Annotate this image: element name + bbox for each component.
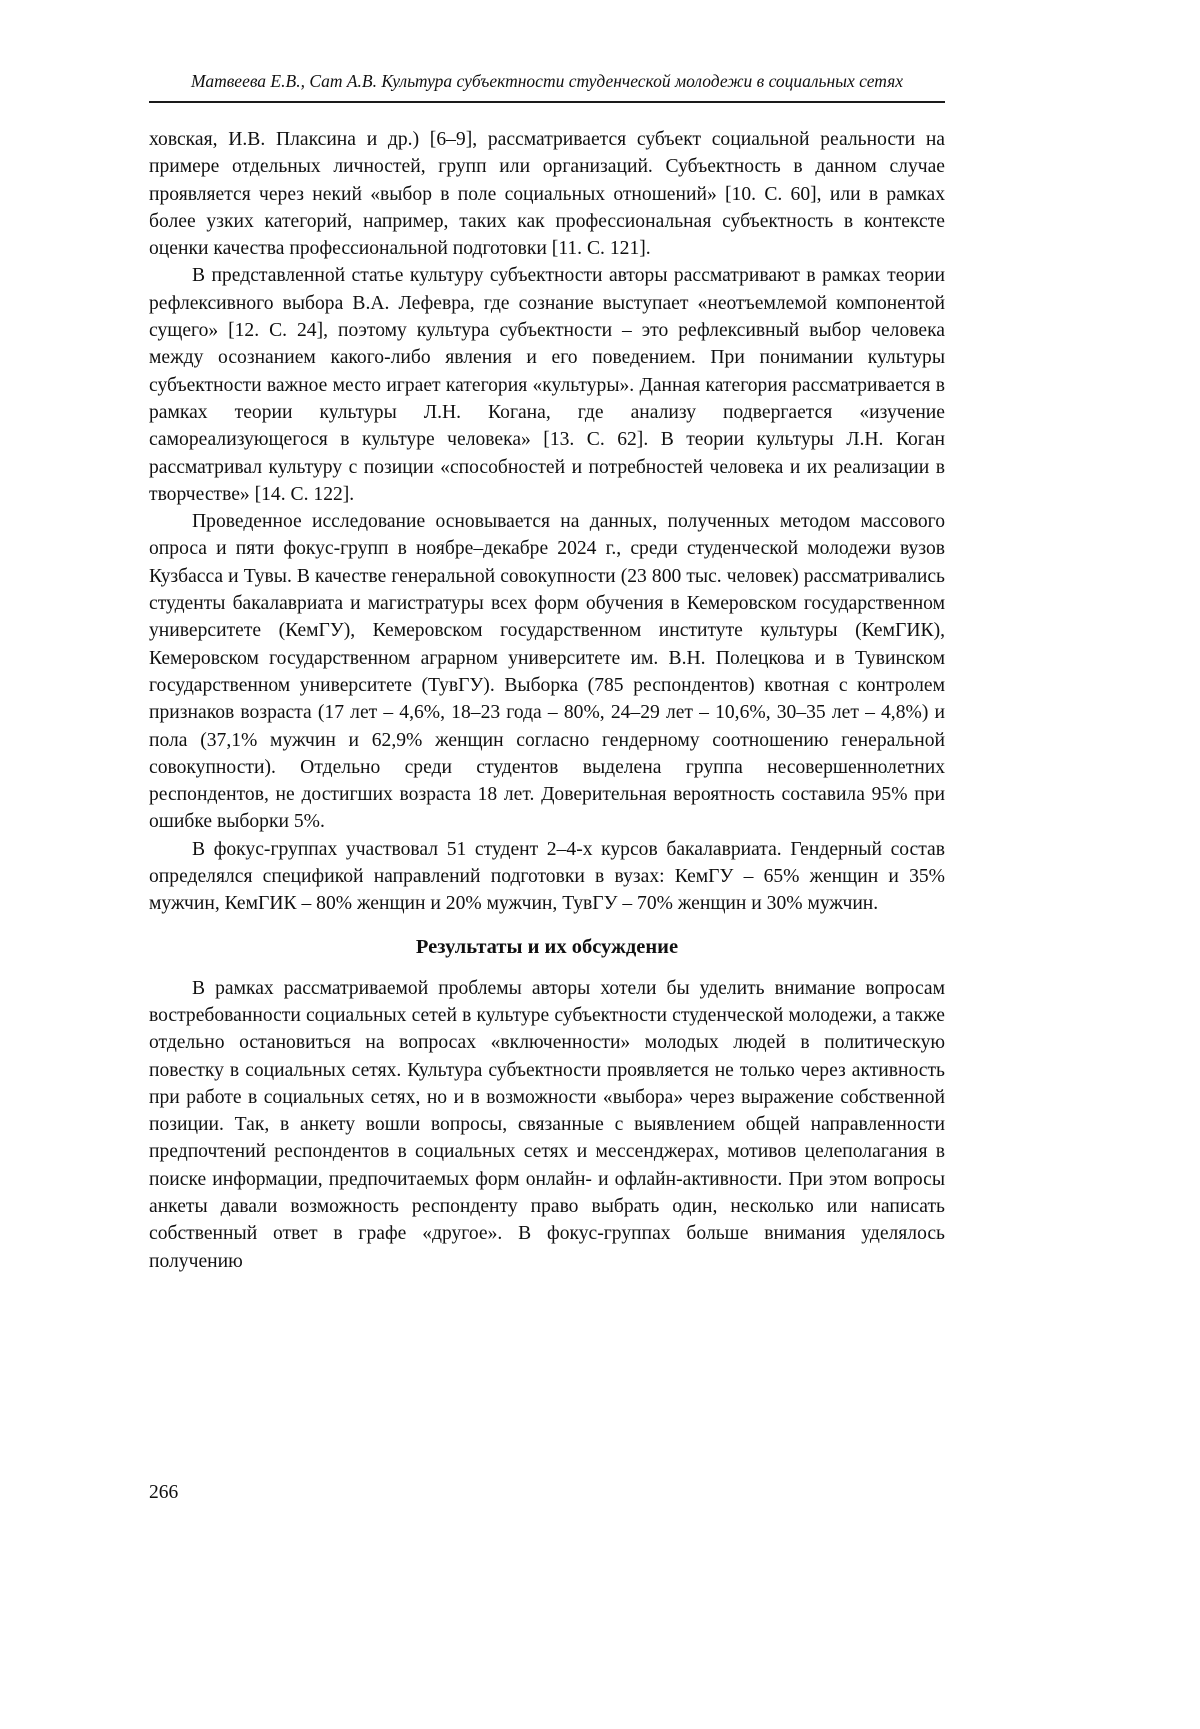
running-head: Матвеева Е.В., Сат А.В. Культура субъектности студенческой молодежи в социальных сетях bbox=[149, 70, 945, 103]
section-heading: Результаты и их обсуждение bbox=[415, 935, 679, 958]
paragraph: В представленной статье культуру субъектности авторы рассматривают в рамках теории рефлексивного выбора В.А. Лефевра, где сознание выступает «неотъемлемой компонентой сущего» [12. С. 24], поэтому культура субъектности – это рефлексивный выбор человека между осознанием какого-либо явления и его поведением. При понимании культуры субъектности важное место играет категория «культуры». Данная категория рассматривается в рамках теории культуры Л.Н. Когана, где анализу подвергается «изучение самореализующегося в культуре человека» [13. С. 62]. В теории культуры Л.Н. Коган рассматривал культуру с позиции «способностей и потребностей человека и их реализации в творчестве» [14. С. 122]. bbox=[149, 265, 945, 505]
paragraph: Проведенное исследование основывается на данных, полученных методом массового опроса и пяти фокус-групп в ноябре–декабре 2024 г., среди студенческой молодежи вузов Кузбасса и Тувы. В качестве генеральной совокупности (23 800 тыс. человек) рассматривались студенты бакалавриата и магистратуры всех форм обучения в Кемеровском государственном университете (КемГУ), Кемеровском государственном институте культуры (КемГИК), Кемеровском государственном аграрном университете им. В.Н. Полецкова и в Тувинском государственном университете (ТувГУ). Выборка (785 респондентов) квотная с контролем признаков возраста (17 лет – 4,6%, 18–23 года – 80%, 24–29 лет – 10,6%, 30–35 лет – 4,8%) и пола (37,1% мужчин и 62,9% женщин согласно гендерному соотношению генеральной совокупности). Отдельно среди студентов выделена группа несовершеннолетних респондентов, не достигших возраста 18 лет. Доверительная вероятность составила 95% при ошибке выборки 5%. bbox=[149, 511, 945, 833]
body-text bbox=[149, 126, 945, 1275]
paragraph-continued: ховская, И.В. Плаксина и др.) [6–9], рассматривается субъект социальной реальности на примере отдельных личностей, групп или организаций. Субъектность в данном случае проявляется через некий «выбор в поле социальных отношений» [10. С. 60], или в рамках более узких категорий, например, таких как профессиональная субъектность в контексте оценки качества профессиональной подготовки [11. С. 121]. bbox=[149, 129, 945, 260]
paragraph: В рамках рассматриваемой проблемы авторы хотели бы уделить внимание вопросам востребованности социальных сетей в культуре субъектности студенческой молодежи, а также отдельно остановиться на вопросах «включенности» молодых людей в политическую повестку в социальных сетях. Культура субъектности проявляется не только через активность при работе в социальных сетях, но и в возможности «выбора» через выражение собственной позиции. Так, в анкету вошли вопросы, связанные с выявлением общей направленности предпочтений респондентов в социальных сетях и мессенджерах, мотивов целеполагания в поиске информации, предпочитаемых форм онлайн- и офлайн-активности. При этом вопросы анкеты давали возможность респонденту право выбрать один, несколько или написать собственный ответ в графе «другое». В фокус-группах больше внимания уделялось получению bbox=[149, 977, 945, 1272]
page-number: 266 bbox=[149, 1482, 179, 1503]
page-content bbox=[149, 70, 945, 1275]
paragraph: В фокус-группах участвовал 51 студент 2–4-х курсов бакалавриата. Гендерный состав определялся спецификой направлений подготовки в вузах: КемГУ – 65% женщин и 35% мужчин, КемГИК – 80% женщин и 20% мужчин, ТувГУ – 70% женщин и 30% мужчин. bbox=[149, 838, 945, 915]
